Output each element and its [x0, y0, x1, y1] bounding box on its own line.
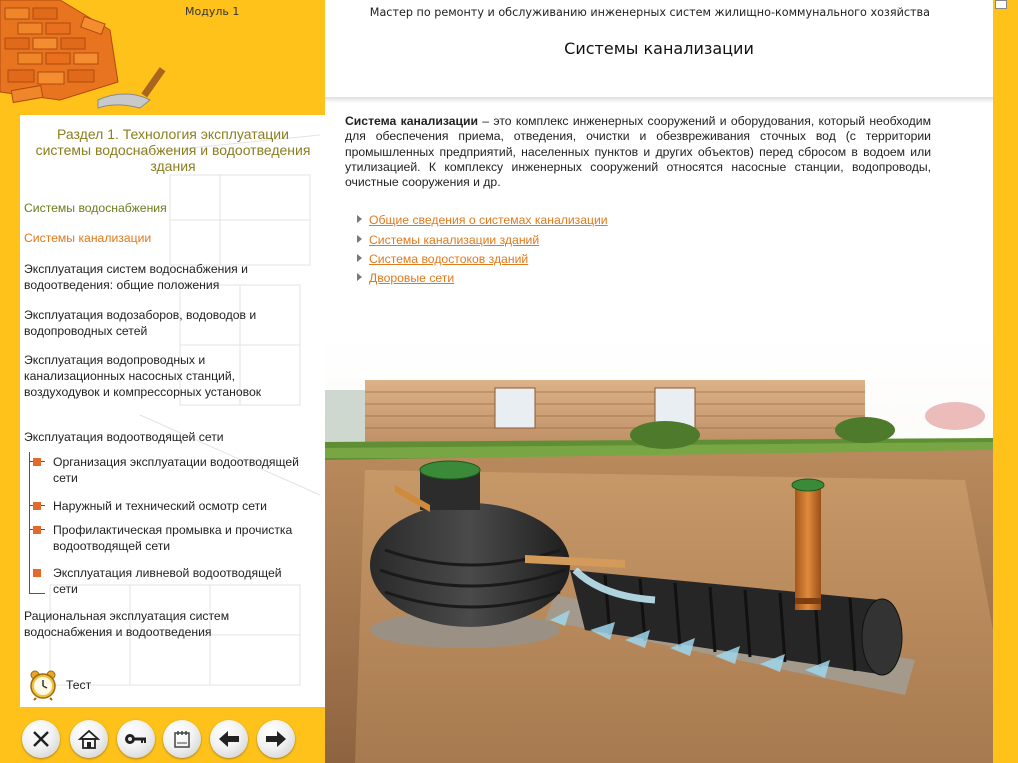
- navigation-panel: [20, 115, 325, 707]
- header-shadow: [325, 97, 993, 103]
- right-frame: [993, 0, 1018, 763]
- link-label: Система водостоков зданий: [369, 252, 529, 266]
- intro-paragraph: [345, 114, 931, 190]
- subnav-item-label: Профилактическая промывка и прочистка водоотводящей сети: [53, 523, 293, 553]
- subnav-item-label: Организация эксплуатации водоотводящей сети: [53, 455, 299, 485]
- bricks-illustration: [0, 0, 185, 115]
- subnav-item-label: Наружный и технический осмотр сети: [53, 499, 267, 513]
- bullet-icon: [33, 569, 41, 577]
- tree-line: [29, 452, 30, 593]
- nav-item-drainage-network[interactable]: [20, 429, 300, 445]
- arrow-left-icon: [218, 730, 240, 748]
- link-building-sewerage[interactable]: [357, 233, 539, 247]
- subnav-item-label: Эксплуатация ливневой водоотводящей сети: [53, 566, 282, 596]
- subnav-item-flushing[interactable]: [53, 522, 313, 554]
- left-header: [0, 0, 325, 115]
- nav-item-label: Эксплуатация водоотводящей сети: [24, 430, 224, 444]
- home-button[interactable]: [70, 720, 108, 758]
- bullet-icon: [33, 526, 41, 534]
- triangle-bullet-icon: [357, 215, 362, 223]
- nav-item-water-intakes[interactable]: [20, 307, 270, 339]
- triangle-bullet-icon: [357, 273, 362, 281]
- subnav-item-inspection[interactable]: [53, 498, 321, 514]
- intro-text: – это комплекс инженерных сооружений и оборудования, который необходим для обеспечения приема, отведения, очистки и обезвреживания сточных вод (с территории промышленных предприятий, населенных пунктов и других объектов) перед сбросом в водоем или утилизацией. К комплексу инженерных сооружений относятся насосные станции, водопроводы, очистные сооружения и др.: [345, 114, 931, 190]
- back-button[interactable]: [210, 720, 248, 758]
- nav-item-label: Рациональная эксплуатация систем водоснабжения и водоотведения: [24, 609, 230, 639]
- nav-item-label: Системы водоснабжения: [24, 201, 167, 215]
- link-label: Дворовые сети: [369, 271, 455, 285]
- link-sewerage-overview[interactable]: [357, 213, 608, 227]
- link-drainage-systems[interactable]: [357, 252, 528, 266]
- nav-item-label: Эксплуатация систем водоснабжения и водоотведения: общие положения: [24, 262, 248, 292]
- content-header: [325, 0, 993, 97]
- subnav-item-storm-drain[interactable]: [53, 565, 303, 597]
- tree-branch: [29, 593, 45, 594]
- nav-item-label: Эксплуатация водозаборов, водоводов и водопроводных сетей: [24, 308, 257, 338]
- test-link[interactable]: [28, 669, 91, 701]
- notepad-button[interactable]: [163, 720, 201, 758]
- link-label: Общие сведения о системах канализации: [369, 213, 608, 227]
- close-icon: [31, 729, 51, 749]
- home-icon: [78, 728, 100, 750]
- alarm-clock-icon: [28, 669, 58, 701]
- subnav-item-organization[interactable]: [53, 454, 321, 486]
- link-label: Системы канализации зданий: [369, 233, 540, 247]
- septic-system-illustration: [325, 330, 993, 763]
- module-label: Модуль 1: [185, 5, 240, 18]
- close-button[interactable]: [22, 720, 60, 758]
- main-content: [325, 0, 993, 763]
- page-title: Системы канализации: [564, 39, 754, 58]
- notepad-icon: [172, 729, 192, 749]
- triangle-bullet-icon: [357, 235, 362, 243]
- intro-term: Система канализации: [345, 114, 478, 128]
- nav-item-rational-operation[interactable]: [20, 608, 260, 640]
- nav-item-pumping-stations[interactable]: [20, 352, 300, 400]
- forward-button[interactable]: [257, 720, 295, 758]
- nav-item-label: Системы канализации: [24, 231, 152, 245]
- nav-item-general-provisions[interactable]: [20, 261, 260, 293]
- nav-item-sewerage[interactable]: [20, 230, 320, 246]
- test-label: Тест: [66, 678, 92, 692]
- bullet-icon: [33, 458, 41, 466]
- nav-item-water-supply[interactable]: [20, 200, 320, 216]
- link-yard-networks[interactable]: [357, 271, 454, 285]
- minimize-button[interactable]: [995, 0, 1007, 9]
- triangle-bullet-icon: [357, 254, 362, 262]
- bottom-toolbar: [0, 707, 325, 763]
- arrow-right-icon: [265, 730, 287, 748]
- course-title: Мастер по ремонту и обслуживанию инженерных систем жилищно-коммунального хозяйства: [369, 6, 930, 19]
- nav-item-label: Эксплуатация водопроводных и канализационных насосных станций, воздуходувок и компрессорных установок: [24, 353, 262, 399]
- key-button[interactable]: [117, 720, 155, 758]
- key-icon: [124, 731, 148, 747]
- bullet-icon: [33, 502, 41, 510]
- section-title: Раздел 1. Технология эксплуатации системы водоснабжения и водоотведения здания: [35, 126, 311, 174]
